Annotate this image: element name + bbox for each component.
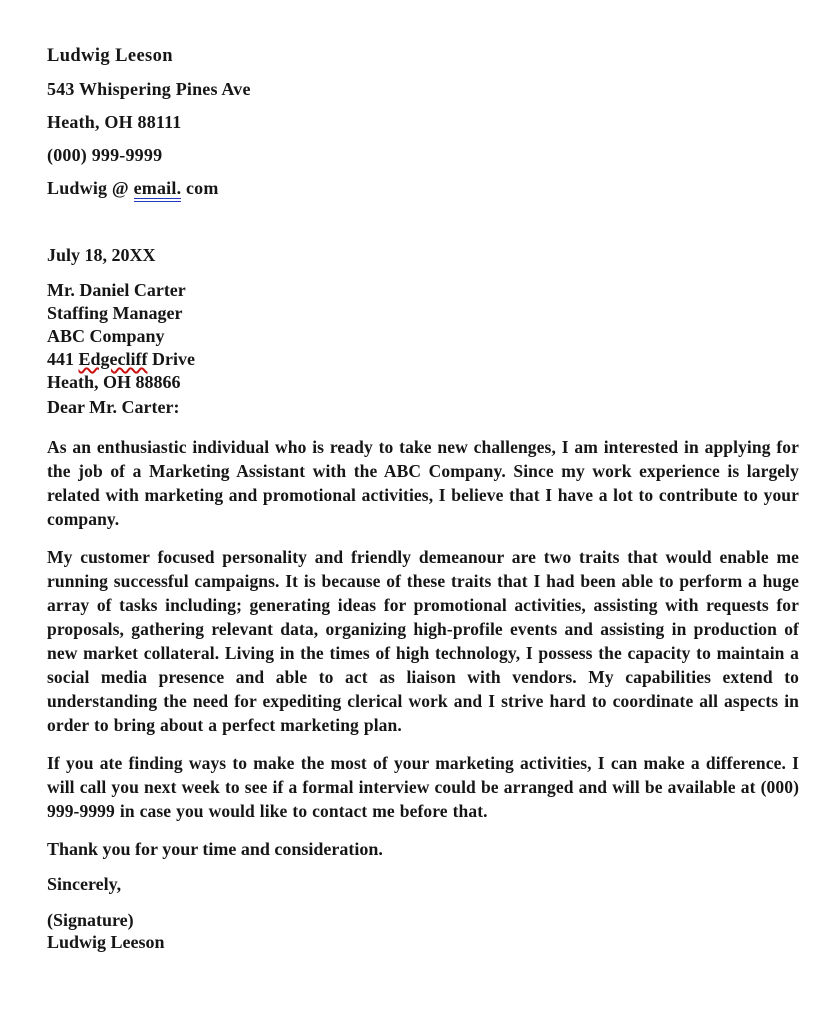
signature-block xyxy=(47,909,799,953)
recipient-street-line xyxy=(47,348,799,371)
recipient-city-line: Heath, OH 88866 xyxy=(47,372,181,392)
signature-name: Ludwig Leeson xyxy=(47,932,165,952)
closing-thanks: Thank you for your time and consideration. xyxy=(47,839,383,859)
body-paragraph-3: If you ate finding ways to make the most of your marketing activities, I can make a difference. I will call you next week to see if a formal interview could be arranged and will be available at (000) 999-9999 in case you would like to contact me before that. xyxy=(47,753,799,821)
recipient-title: Staffing Manager xyxy=(47,303,183,323)
date-line: July 18, 20XX xyxy=(47,245,156,265)
recipient-street-suffix: Drive xyxy=(147,349,195,369)
body-paragraph-2: My customer focused personality and friendly demeanour are two traits that would enable me running successful campaigns. It is because of these traits that I had been able to perform a huge array of tasks including; generating ideas for promotional activities, assisting with requests for proposals, gathering relevant data, organizing high-profile events and assisting in production of new market collateral. Living in the times of high technology, I possess the capacity to maintain a social media presence and able to act as liaison with vendors. My capabilities extend to understanding the need for expediting clerical work and I strive hard to coordinate all aspects in order to bring about a perfect marketing plan. xyxy=(47,547,799,735)
closing-signoff: Sincerely, xyxy=(47,874,122,894)
recipient-block xyxy=(47,279,799,394)
sender-email-suffix: com xyxy=(181,178,219,198)
salutation: Dear Mr. Carter: xyxy=(47,397,180,417)
sender-phone: (000) 999-9999 xyxy=(47,145,163,165)
sender-email-prefix: Ludwig @ xyxy=(47,178,134,198)
recipient-street-number: 441 xyxy=(47,349,79,369)
recipient-name: Mr. Daniel Carter xyxy=(47,280,186,300)
email-link[interactable]: email. xyxy=(134,178,182,202)
sender-name: Ludwig Leeson xyxy=(47,46,173,66)
sender-address-city: Heath, OH 88111 xyxy=(47,112,182,132)
sender-address-street: 543 Whispering Pines Ave xyxy=(47,79,251,99)
sender-block xyxy=(47,40,799,205)
recipient-company: ABC Company xyxy=(47,326,165,346)
signature-placeholder: (Signature) xyxy=(47,910,134,930)
sender-email-line xyxy=(47,172,799,205)
recipient-street-misspelled-word: Edgecliff xyxy=(78,349,148,369)
body-paragraph-1: As an enthusiastic individual who is ready to take new challenges, I am interested in applying for the job of a Marketing Assistant with the ABC Company. Since my work experience is largely related with marketing and promotional activities, I believe that I have a lot to contribute to your company. xyxy=(47,437,799,529)
